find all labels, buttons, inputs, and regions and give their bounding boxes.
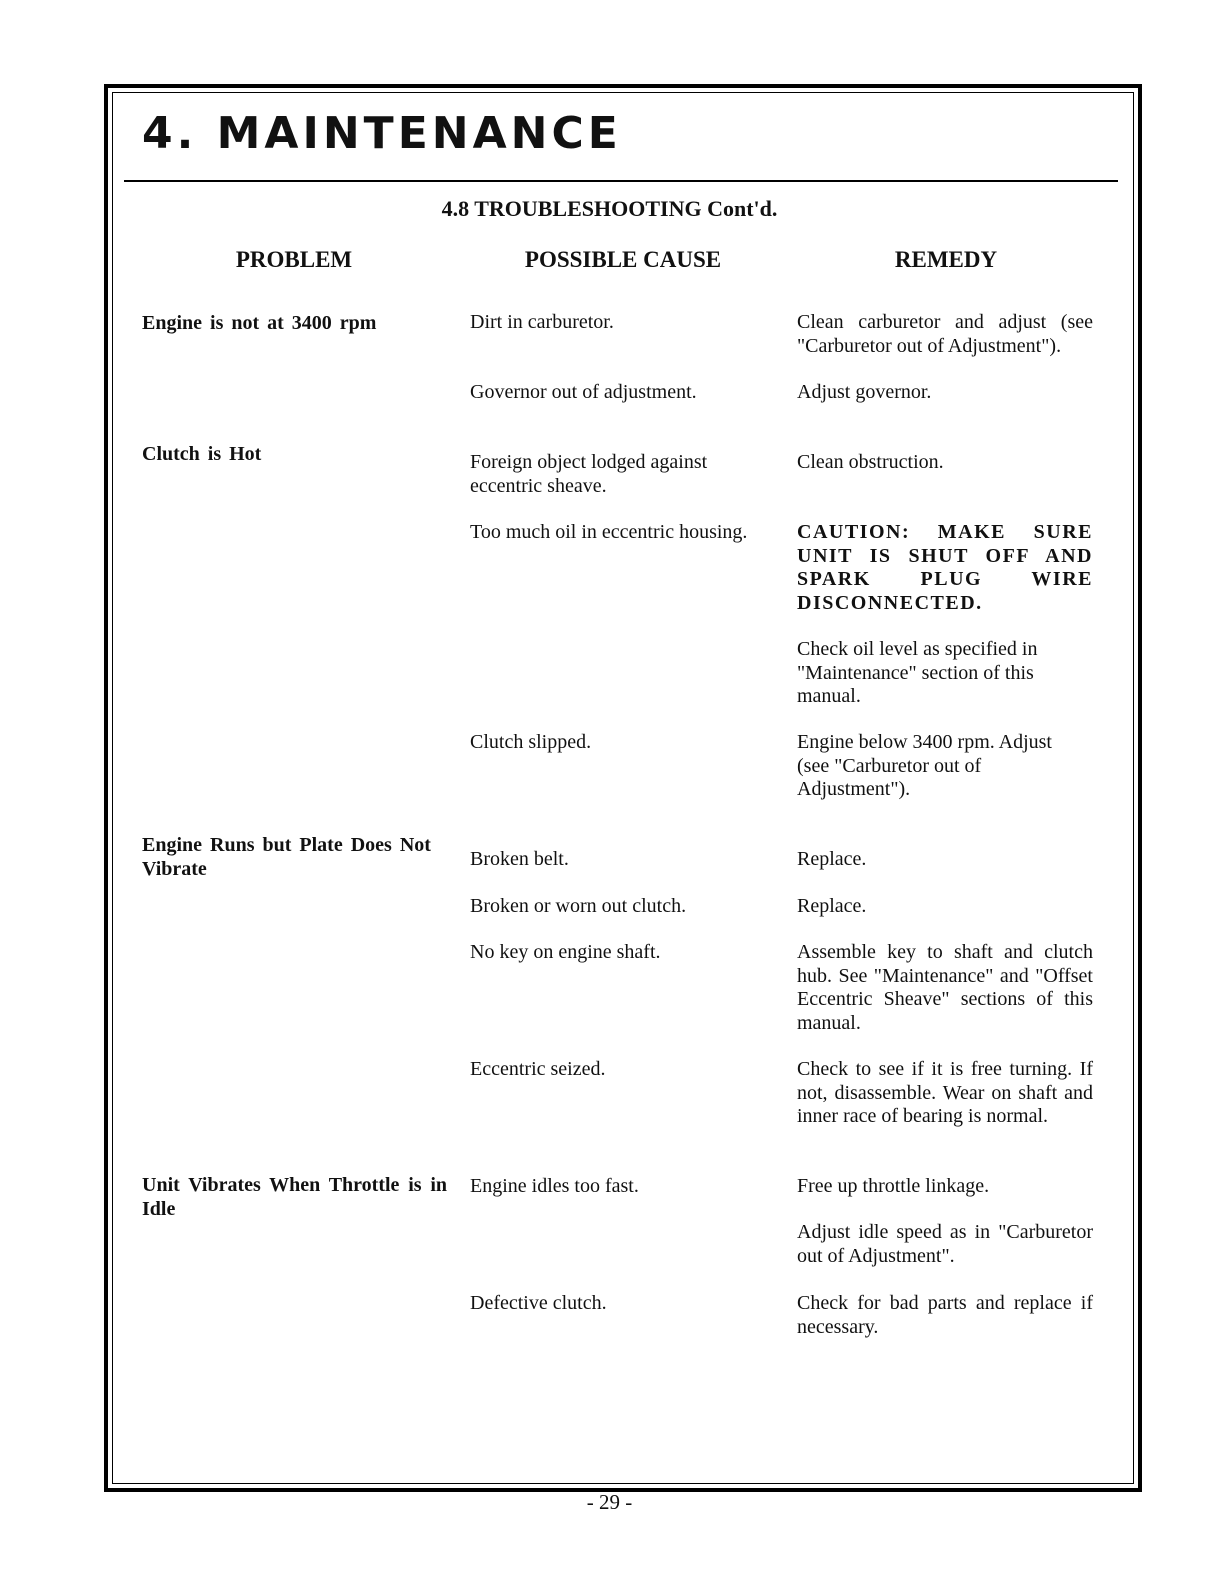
cause-clutch-slipped: Clutch slipped. bbox=[470, 731, 592, 753]
page-number: - 29 - bbox=[586, 1490, 633, 1514]
remedy-check-turning: Check to see if it is free turning. If not, disassemble. Wear on shaft and inner race of bearing is normal. bbox=[797, 1058, 1093, 1127]
remedy-engine-below-rpm: Engine below 3400 rpm. Adjust (see "Carburetor out of Adjustment"). bbox=[797, 731, 1052, 800]
cause-governor: Governor out of adjustment. bbox=[470, 381, 697, 403]
remedy-check-oil: Check oil level as specified in "Maintenance" section of this manual. bbox=[797, 638, 1038, 707]
column-header-problem: PROBLEM bbox=[235, 247, 353, 272]
problem-vibrates-idle: Unit Vibrates When Throttle is in Idle bbox=[142, 1174, 447, 1220]
subsection-title: 4.8 TROUBLESHOOTING Cont'd. bbox=[441, 196, 778, 221]
cause-foreign-object: Foreign object lodged against eccentric sheave. bbox=[470, 451, 708, 497]
remedy-adjust-idle: Adjust idle speed as in "Carburetor out of Adjustment". bbox=[797, 1221, 1093, 1267]
problem-engine-rpm: Engine is not at 3400 rpm bbox=[142, 312, 377, 334]
remedy-check-parts: Check for bad parts and replace if necessary. bbox=[797, 1292, 1093, 1338]
column-header-cause: POSSIBLE CAUSE bbox=[524, 247, 722, 272]
cause-broken-belt: Broken belt. bbox=[470, 848, 569, 870]
cause-eccentric-seized: Eccentric seized. bbox=[470, 1058, 606, 1080]
cause-defective-clutch: Defective clutch. bbox=[470, 1292, 607, 1314]
column-header-remedy: REMEDY bbox=[894, 247, 998, 272]
remedy-adjust-governor: Adjust governor. bbox=[797, 381, 932, 403]
cause-dirt-carburetor: Dirt in carburetor. bbox=[470, 311, 614, 333]
section-title: 4. MAINTENANCE bbox=[142, 108, 622, 159]
remedy-assemble-key: Assemble key to shaft and clutch hub. See "Maintenance" and "Offset Eccentric Sheave" sections of this manual. bbox=[797, 941, 1093, 1034]
remedy-clean-obstruction: Clean obstruction. bbox=[797, 451, 944, 473]
remedy-replace-belt: Replace. bbox=[797, 848, 867, 870]
title-divider bbox=[124, 180, 1118, 182]
remedy-replace-clutch: Replace. bbox=[797, 895, 867, 917]
cause-worn-clutch: Broken or worn out clutch. bbox=[470, 895, 687, 917]
problem-clutch-hot: Clutch is Hot bbox=[142, 443, 262, 465]
cause-no-key: No key on engine shaft. bbox=[470, 941, 661, 963]
remedy-clean-carburetor: Clean carburetor and adjust (see "Carburetor out of Adjustment"). bbox=[797, 311, 1093, 357]
cause-idles-fast: Engine idles too fast. bbox=[470, 1175, 639, 1197]
remedy-free-throttle: Free up throttle linkage. bbox=[797, 1175, 990, 1197]
remedy-caution: CAUTION: MAKE SURE UNIT IS SHUT OFF AND SPARK PLUG WIRE DISCONNECTED. bbox=[797, 521, 1093, 614]
cause-too-much-oil: Too much oil in eccentric housing. bbox=[470, 521, 748, 543]
problem-plate-no-vibrate: Engine Runs but Plate Does Not Vibrate bbox=[142, 834, 431, 880]
